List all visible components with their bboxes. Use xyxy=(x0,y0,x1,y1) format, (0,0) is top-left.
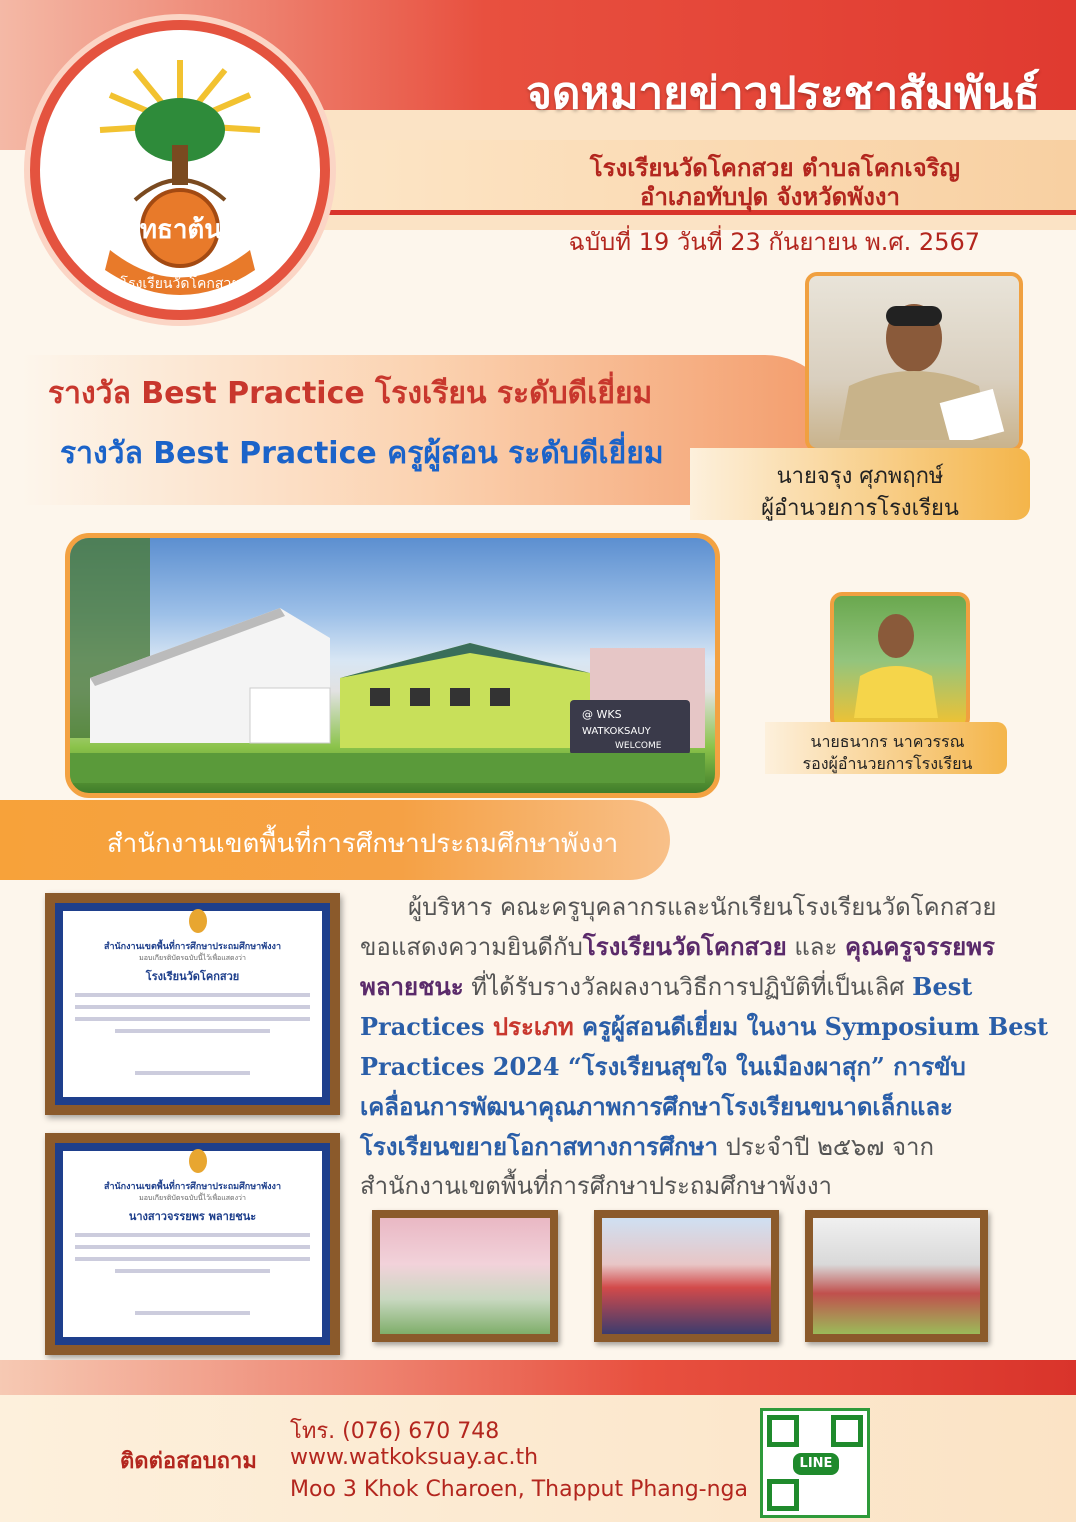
line-icon: LINE xyxy=(793,1453,839,1475)
sign-line-2: WATKOKSAUY xyxy=(582,726,651,737)
body-line: Practices 2024 “โรงเรียนสุขใจ ในเมืองผาสุก” การขับ xyxy=(360,1052,966,1081)
certificate-recipient: นางสาวจรรยพร พลายชนะ xyxy=(128,1210,257,1223)
sign-line-3: WELCOME xyxy=(615,741,662,751)
address: Moo 3 Khok Charoen, Thapput Phang-nga xyxy=(290,1477,749,1502)
school-building-photo xyxy=(65,533,720,798)
office-name: สำนักงานเขตพื้นที่การศึกษาประถมศึกษาพังงา xyxy=(106,829,619,859)
body-line: Practices ประเภท ครูผู้สอนดีเยี่ยม ในงาน Symposium Best xyxy=(360,1012,1049,1041)
logo-motto: ศรัทธาต้นรั้ว xyxy=(109,215,251,245)
activity-photo xyxy=(372,1210,558,1342)
sign-line-1: @ WKS xyxy=(582,708,622,721)
body-line: เคลื่อนการพัฒนาคุณภาพการศึกษาโรงเรียนขนาดเล็กและ xyxy=(360,1092,953,1121)
director-photo xyxy=(805,272,1023,452)
line-qr-code[interactable] xyxy=(760,1408,870,1518)
contact-label: ติดต่อสอบถาม xyxy=(120,1449,257,1474)
footer-band xyxy=(0,1360,1076,1395)
certificate-school xyxy=(45,893,340,1115)
logo-ribbon-text: โรงเรียนวัดโคกสวย xyxy=(120,276,240,292)
certificate-subtitle: มอบเกียรติบัตรฉบับนี้ไว้เพื่อแสดงว่า xyxy=(139,954,246,962)
deputy-name: นายธนากร นาควรรณ xyxy=(810,732,965,751)
newsletter-title: จดหมายข่าวประชาสัมพันธ์ xyxy=(526,68,1040,119)
deputy-role: รองผู้อำนวยการโรงเรียน xyxy=(802,754,973,773)
issue-date: ฉบับที่ 19 วันที่ 23 กันยายน พ.ศ. 2567 xyxy=(568,228,980,256)
body-line: ผู้บริหาร คณะครูบุคลากรและนักเรียนโรงเรียนวัดโคกสวย xyxy=(408,893,997,921)
body-line: ขอแสดงความยินดีกับโรงเรียนวัดโคกสวย และ คุณครูจรรยพร xyxy=(360,932,995,961)
certificate-issuer: สำนักงานเขตพื้นที่การศึกษาประถมศึกษาพังงา xyxy=(103,1182,281,1192)
body-line: พลายชนะ ที่ได้รับรางวัลผลงานวิธีการปฏิบัติที่เป็นเลิศ Best xyxy=(360,972,973,1001)
director-name: นายจรุง ศุภพฤกษ์ xyxy=(776,464,944,489)
certificate-recipient: โรงเรียนวัดโคกสวย xyxy=(145,970,240,983)
phone-number: โทร. (076) 670 748 xyxy=(290,1419,500,1444)
activity-photo xyxy=(805,1210,988,1342)
deputy-photo xyxy=(830,592,970,730)
school-location-line: อำเภอทับปุด จังหวัดพังงา xyxy=(640,183,900,211)
certificate-issuer: สำนักงานเขตพื้นที่การศึกษาประถมศึกษาพังงา xyxy=(103,942,281,952)
school-name-line: โรงเรียนวัดโคกสวย ตำบลโคกเจริญ xyxy=(589,154,960,182)
emblem-icon xyxy=(189,909,207,933)
director-role: ผู้อำนวยการโรงเรียน xyxy=(761,496,959,521)
article-body xyxy=(360,888,1050,1206)
body-line: สำนักงานเขตพื้นที่การศึกษาประถมศึกษาพังงา xyxy=(360,1172,833,1200)
website-link[interactable]: www.watkoksuay.ac.th xyxy=(290,1445,539,1470)
logo-emblem-icon xyxy=(40,30,320,310)
emblem-icon xyxy=(189,1149,207,1173)
award-school-title: รางวัล Best Practice โรงเรียน ระดับดีเยี่ยม xyxy=(48,376,653,411)
school-logo xyxy=(30,20,330,320)
certificate-subtitle: มอบเกียรติบัตรฉบับนี้ไว้เพื่อแสดงว่า xyxy=(139,1194,246,1202)
body-line: โรงเรียนขยายโอกาสทางการศึกษา ประจำปี ๒๕๖๗ จาก xyxy=(360,1132,935,1161)
activity-photo xyxy=(594,1210,779,1342)
award-teacher-title: รางวัล Best Practice ครูผู้สอน ระดับดีเยี่ยม xyxy=(60,436,664,471)
certificate-teacher xyxy=(45,1133,340,1355)
